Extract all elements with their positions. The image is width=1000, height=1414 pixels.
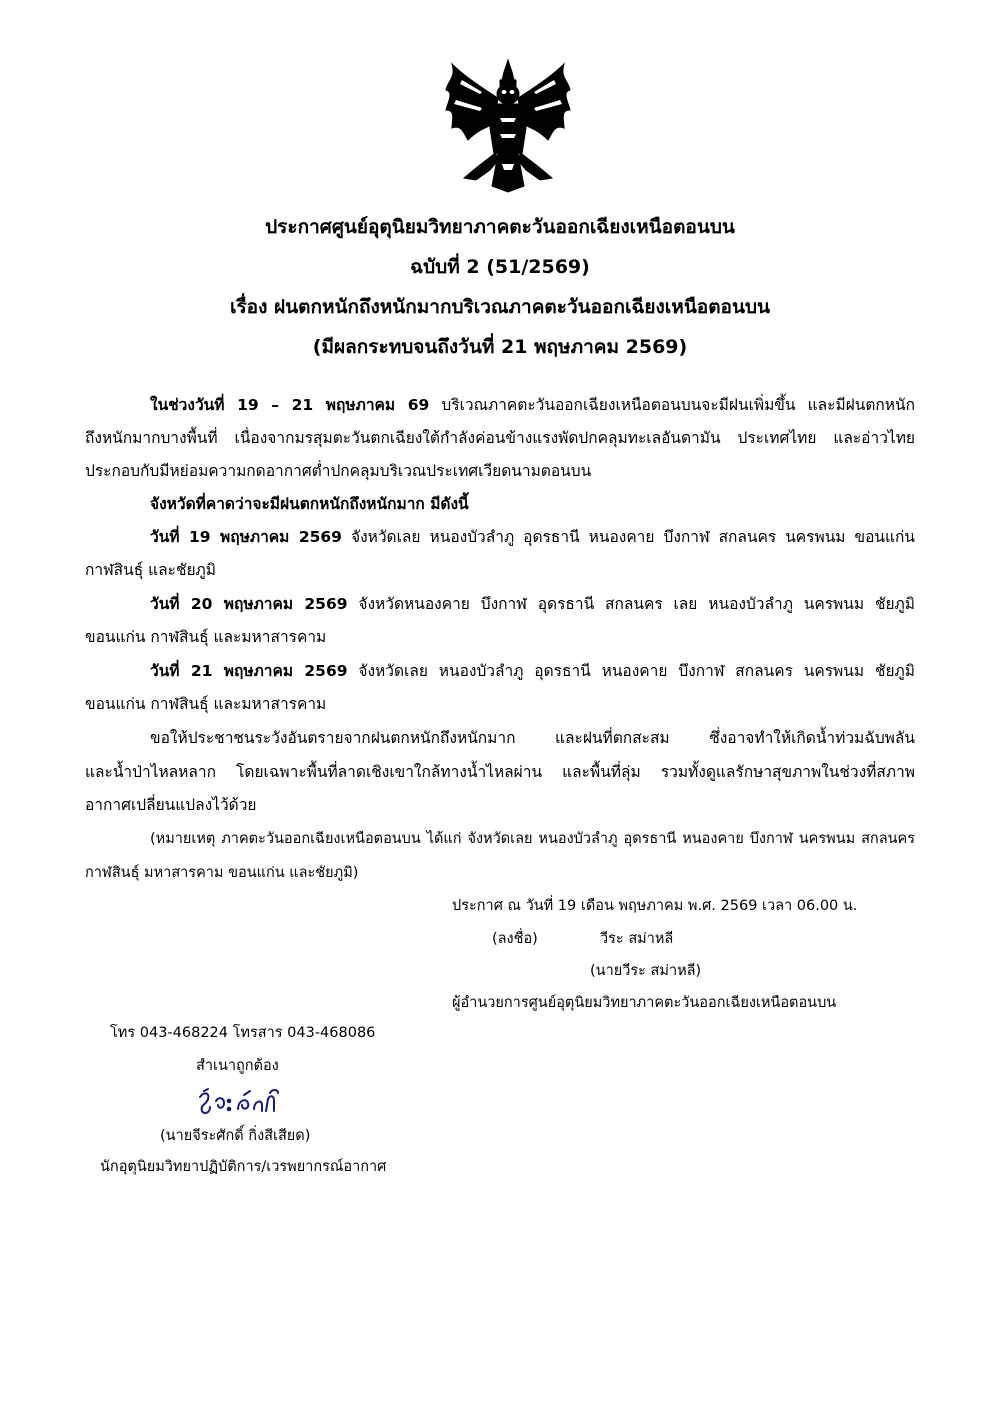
certified-copy-label: สำเนาถูกต้อง [196,1058,279,1074]
day3-date: วันที่ 21 พฤษภาคม 2569 [150,662,348,680]
intro-date-range: ในช่วงวันที่ 19 – 21 พฤษภาคม 69 [150,396,430,414]
day2-line-2: ขอนแก่น กาฬสินธุ์ และมหาสารคาม [85,628,327,646]
day2-line-1 [150,597,915,613]
day2-provinces: จังหวัดหนองคาย บึงกาฬ อุดรธานี สกลนคร เลย หนองบัวลำภู นครพนม ชัยภูมิ [347,595,915,613]
officer-position: นักอุตุนิยมวิทยาปฏิบัติการ/เวรพยากรณ์อากาศ [100,1159,387,1175]
subject-line: เรื่อง ฝนตกหนักถึงหนักมากบริเวณภาคตะวันออกเฉียงเหนือตอนบน [229,296,770,318]
issue-number: ฉบับที่ 2 (51/2569) [410,256,590,278]
note-line-2: กาฬสินธุ์ มหาสารคาม ขอนแก่น และชัยภูมิ) [85,865,359,881]
day2-date: วันที่ 20 พฤษภาคม 2569 [150,595,348,613]
effective-until: (มีผลกระทบจนถึงวันที่ 21 พฤษภาคม 2569) [312,336,688,358]
announcement-title: ประกาศศูนย์อุตุนิยมวิทยาภาคตะวันออกเฉียงเหนือตอนบน [265,216,735,238]
day1-line-2: กาฬสินธุ์ และชัยภูมิ [85,561,216,579]
signer-full-name: (นายวีระ สม่าหลี) [590,963,702,979]
garuda-emblem-icon [442,58,574,193]
day1-provinces: จังหวัดเลย หนองบัวลำภู อุดรธานี หนองคาย บึงกาฬ สกลนคร นครพนม ขอนแก่น [341,528,916,546]
signed-label: (ลงชื่อ) [492,931,538,947]
day3-provinces: จังหวัดเลย หนองบัวลำภู อุดรธานี หนองคาย บึงกาฬ สกลนคร นครพนม ชัยภูมิ [347,662,915,680]
announcement-date: ประกาศ ณ วันที่ 19 เดือน พฤษภาคม พ.ศ. 2569 เวลา 06.00 น. [452,898,858,914]
signer-short-name: วีระ สม่าหลี [600,931,674,947]
intro-line-2: ถึงหนักมากบางพื้นที่ เนื่องจากมรสุมตะวันตกเฉียงใต้กำลังค่อนข้างแรงพัดปกคลุมทะเลอันดามัน ประเทศไทย และอ่าวไทย [85,429,915,447]
signer-position: ผู้อำนวยการศูนย์อุตุนิยมวิทยาภาคตะวันออกเฉียงเหนือตอนบน [452,995,837,1011]
day3-line-2: ขอนแก่น กาฬสินธุ์ และมหาสารคาม [85,695,327,713]
intro-line-1 [150,398,915,414]
day1-line-1 [150,530,915,546]
intro-text: บริเวณภาคตะวันออกเฉียงเหนือตอนบนจะมีฝนเพิ่มขึ้น และมีฝนตกหนัก [429,396,915,414]
phone-fax: โทร 043-468224 โทรสาร 043-468086 [110,1025,376,1041]
warning-line-1: ขอให้ประชาชนระวังอันตรายจากฝนตกหนักถึงหนักมาก และฝนที่ตกสะสม ซึ่งอาจทำให้เกิดน้ำท่วมฉับพลัน [150,729,915,747]
provinces-heading: จังหวัดที่คาดว่าจะมีฝนตกหนักถึงหนักมาก มีดังนี้ [150,495,469,513]
day3-line-1 [150,664,915,680]
handwritten-signature [196,1087,286,1119]
officer-name: (นายจีระศักดิ์ กิ่งสีเสียด) [160,1128,311,1144]
intro-line-3: ประกอบกับมีหย่อมความกดอากาศต่ำปกคลุมบริเวณประเทศเวียดนามตอนบน [85,462,592,480]
warning-line-3: อากาศเปลี่ยนแปลงไว้ด้วย [85,796,257,814]
warning-line-2: และน้ำป่าไหลหลาก โดยเฉพาะพื้นที่ลาดเชิงเขาใกล้ทางน้ำไหลผ่าน และพื้นที่ลุ่ม รวมทั้งดูแลรักษาสุขภาพในช่วงที่สภาพ [85,763,915,781]
day1-date: วันที่ 19 พฤษภาคม 2569 [150,528,342,546]
note-line-1: (หมายเหตุ ภาคตะวันออกเฉียงเหนือตอนบน ได้แก่ จังหวัดเลย หนองบัวลำภู อุดรธานี หนองคาย บึงกาฬ นครพนม สกลนคร [150,831,915,847]
